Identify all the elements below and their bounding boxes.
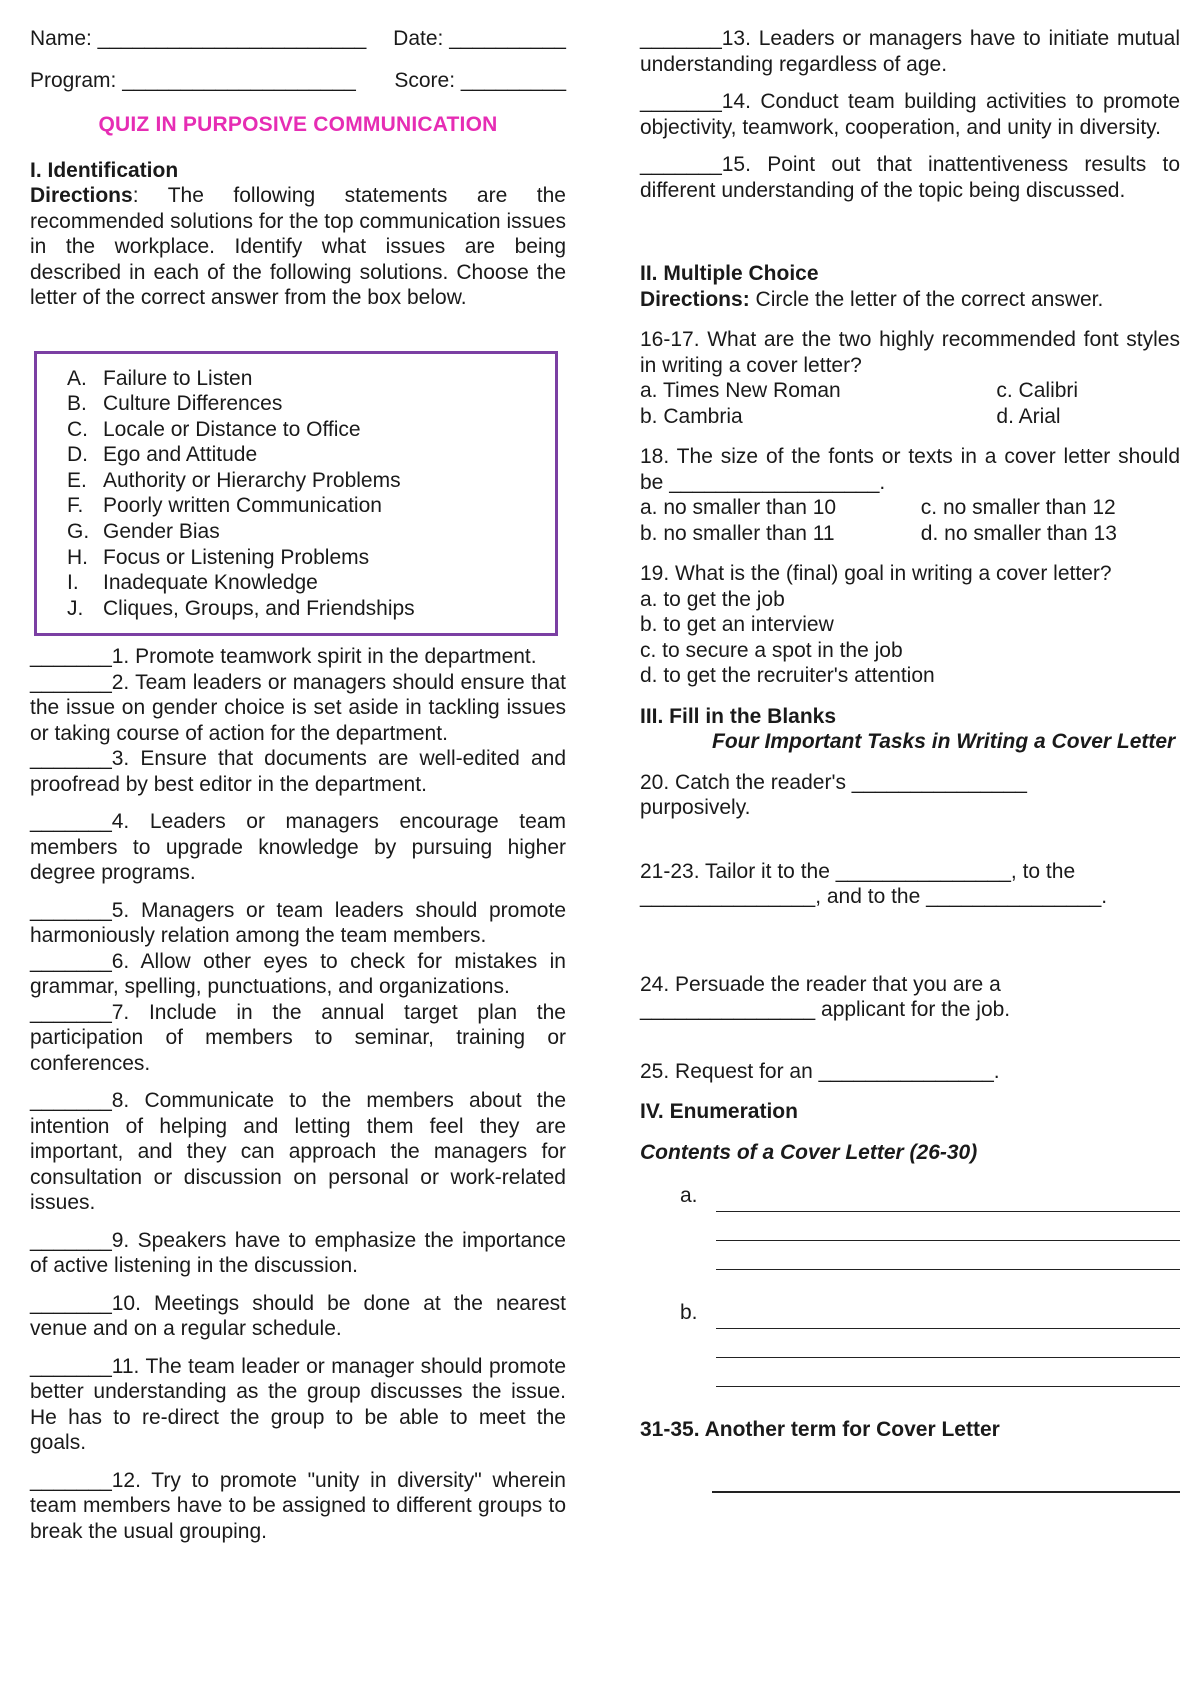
question-item: _______10. Meetings should be done at the nearest venue and on a regular schedule. <box>30 1291 566 1341</box>
choice-letter: A. <box>67 366 87 390</box>
program-field[interactable]: Program: ____________________ <box>30 69 356 92</box>
choice-letter: G. <box>67 520 90 544</box>
choice-item <box>67 519 545 545</box>
enum-answer-lines[interactable] <box>716 1183 1180 1270</box>
enum-item <box>680 1183 1180 1270</box>
mc-option[interactable]: b. to get an interview <box>640 613 834 636</box>
choice-item <box>67 596 545 622</box>
choice-item <box>67 391 545 417</box>
question-item: _______2. Team leaders or managers should ensure that the issue on gender choice is set aside in tackling issues or taking course of action for the department. <box>30 670 566 745</box>
name-field[interactable]: Name: _______________________ <box>30 27 367 50</box>
choice-text: Authority or Hierarchy Problems <box>103 468 401 492</box>
mc-question-18: 18. The size of the fonts or texts in a cover letter should be __________________. <box>640 445 1180 494</box>
date-field[interactable]: Date: __________ <box>393 27 566 50</box>
question-item: _______11. The team leader or manager should promote better understanding as the group discusses the issue. He has to re-direct the group to be able to meet the goals. <box>30 1354 566 1455</box>
question-item: _______14. Conduct team building activities to promote objectivity, teamwork, cooperation, and unity in diversity. <box>640 90 1180 139</box>
mc-options-row <box>640 521 1180 547</box>
choice-letter: J. <box>67 596 84 620</box>
mc-option[interactable]: d. no smaller than 13 <box>920 521 1117 545</box>
choice-letter: H. <box>67 545 88 569</box>
directions-label: Directions: <box>640 287 750 311</box>
question-item: _______1. Promote teamwork spirit in the department. <box>30 645 537 669</box>
section4-heading: IV. Enumeration <box>640 1100 798 1123</box>
answer-line[interactable] <box>712 1481 1180 1493</box>
enum-letter: a. <box>680 1184 698 1207</box>
directions-label: Directions <box>30 184 133 207</box>
mc-question-16: 16-17. What are the two highly recommended font styles in writing a cover letter? <box>640 328 1180 377</box>
question-item: _______15. Point out that inattentiveness results to different understanding of the topic being discussed. <box>640 153 1180 202</box>
header-row-1 <box>30 26 566 68</box>
section4-q31-heading: 31-35. Another term for Cover Letter <box>640 1418 1000 1441</box>
header-row-2 <box>30 68 566 110</box>
choice-text: Poorly written Communication <box>103 494 382 518</box>
choice-text: Cliques, Groups, and Friendships <box>103 596 415 620</box>
choice-item <box>67 468 545 494</box>
question-item: _______9. Speakers have to emphasize the importance of active listening in the discussion. <box>30 1228 566 1278</box>
mc-option[interactable]: c. to secure a spot in the job <box>640 638 903 662</box>
right-column <box>640 26 1180 1493</box>
question-item: _______6. Allow other eyes to check for mistakes in grammar, spelling, punctuations, and organizations. <box>30 949 566 999</box>
choice-text: Culture Differences <box>103 392 283 416</box>
fill-question-25: 25. Request for an _______________. <box>640 1059 1000 1083</box>
choice-item <box>67 442 545 468</box>
quiz-title: QUIZ IN PURPOSIVE COMMUNICATION <box>98 113 498 136</box>
mc-option[interactable]: a. to get the job <box>640 587 785 611</box>
score-field[interactable]: Score: _________ <box>394 69 566 92</box>
choice-text: Gender Bias <box>103 520 220 544</box>
fill-question-21: 21-23. Tailor it to the _______________, to the _______________, and to the _______________. <box>640 859 1108 908</box>
choice-item <box>67 493 545 519</box>
question-item: _______5. Managers or team leaders should promote harmoniously relation among the team members. <box>30 898 566 948</box>
enum-item <box>680 1300 1180 1387</box>
mc-option[interactable]: b. Cambria <box>640 404 743 428</box>
mc-option[interactable]: d. Arial <box>996 404 1061 428</box>
mc-options-row <box>640 378 1180 404</box>
section3-heading: III. Fill in the Blanks <box>640 704 837 728</box>
choice-letter: I. <box>67 571 79 595</box>
mc-option[interactable]: b. no smaller than 11 <box>640 521 835 545</box>
section1-directions <box>30 183 566 311</box>
mc-option[interactable]: a. no smaller than 10 <box>640 496 837 519</box>
question-item: _______13. Leaders or managers have to initiate mutual understanding regardless of age. <box>640 27 1180 76</box>
mc-option[interactable]: c. Calibri <box>996 379 1079 402</box>
mc-options-row <box>640 404 1180 430</box>
choice-letter: F. <box>67 494 84 518</box>
choice-letter: B. <box>67 392 87 416</box>
fill-question-20: 20. Catch the reader's _______________ purposively. <box>640 770 1027 819</box>
section1-heading: I. Identification <box>30 158 179 182</box>
choice-text: Inadequate Knowledge <box>103 571 318 595</box>
mc-option[interactable]: c. no smaller than 12 <box>920 496 1116 519</box>
section3-subtitle: Four Important Tasks in Writing a Cover Letter <box>712 730 1176 753</box>
choice-item <box>67 366 545 392</box>
mc-question-19: 19. What is the (final) goal in writing a cover letter? <box>640 562 1112 585</box>
choice-item <box>67 570 545 596</box>
section4-subtitle: Contents of a Cover Letter (26-30) <box>640 1140 978 1164</box>
mc-option[interactable]: d. to get the recruiter's attention <box>640 664 935 687</box>
choice-text: Locale or Distance to Office <box>103 417 361 441</box>
question-item: _______8. Communicate to the members about the intention of helping and letting them feel they are important, and they can approach the managers for consultation or discussion on personal or work-related issues. <box>30 1089 566 1215</box>
choices-box <box>34 351 558 637</box>
choice-letter: E. <box>67 468 87 492</box>
choice-item <box>67 417 545 443</box>
question-item: _______12. Try to promote "unity in diversity" wherein team members have to be assigned to different groups to break the usual grouping. <box>30 1468 566 1543</box>
enum-letter: b. <box>680 1301 698 1324</box>
fill-question-24: 24. Persuade the reader that you are a _______________ applicant for the job. <box>640 972 1011 1021</box>
choice-item <box>67 545 545 571</box>
mc-options-row <box>640 495 1180 521</box>
choice-letter: D. <box>67 443 88 467</box>
question-item: _______7. Include in the annual target plan the participation of members to seminar, training or conferences. <box>30 1000 566 1075</box>
section2-heading: II. Multiple Choice <box>640 262 819 285</box>
choice-text: Failure to Listen <box>103 366 253 390</box>
mc-option[interactable]: a. Times New Roman <box>640 379 841 402</box>
enum-answer-lines[interactable] <box>716 1300 1180 1387</box>
choice-letter: C. <box>67 417 88 441</box>
choice-text: Ego and Attitude <box>103 443 258 467</box>
left-column <box>30 26 566 1544</box>
question-item: _______3. Ensure that documents are well-edited and proofread by best editor in the department. <box>30 747 566 796</box>
directions-text: Circle the letter of the correct answer. <box>749 287 1104 311</box>
directions-text: : The following statements are the recommended solutions for the top communication issues in the workplace. Identify what issues are being described in each of the following solutions. Choose the letter of the correct answer from the box below. <box>30 184 566 309</box>
choice-text: Focus or Listening Problems <box>103 545 370 569</box>
section2-directions <box>640 287 1180 313</box>
question-item: _______4. Leaders or managers encourage team members to upgrade knowledge by pursuing higher degree programs. <box>30 810 566 885</box>
